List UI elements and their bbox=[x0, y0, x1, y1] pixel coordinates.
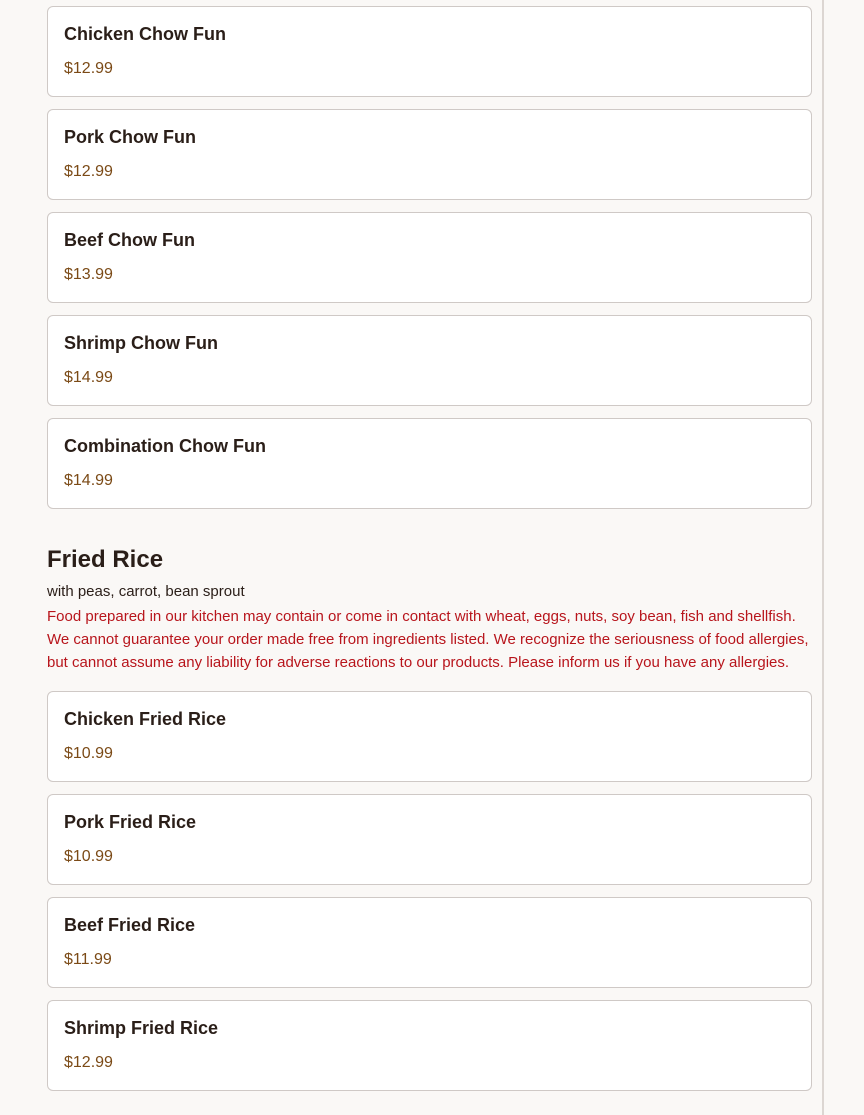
menu-item-price: $12.99 bbox=[64, 1054, 113, 1071]
menu-item-card[interactable] bbox=[47, 418, 812, 509]
section-fried-rice bbox=[47, 545, 812, 1091]
menu-item-price: $10.99 bbox=[64, 745, 113, 762]
menu-item-name: Beef Chow Fun bbox=[64, 230, 195, 250]
section-fried-rice-items bbox=[47, 691, 812, 1091]
section-title: Fried Rice bbox=[47, 546, 164, 573]
menu-item-price: $12.99 bbox=[64, 60, 113, 77]
allergy-warning: Food prepared in our kitchen may contain or come in contact with wheat, eggs, nuts, soy bean, fish and shellfish. We cannot guarantee your order made free from ingredients listed. We recognize the seriousness of food allergies, but cannot assume any liability for adverse reactions to our products. Please inform us if you have any allergies. bbox=[47, 608, 809, 671]
menu-item-price: $14.99 bbox=[64, 472, 113, 489]
menu-item-price: $14.99 bbox=[64, 369, 113, 386]
menu-item-card[interactable] bbox=[47, 315, 812, 406]
menu-item-card[interactable] bbox=[47, 6, 812, 97]
menu-item-card[interactable] bbox=[47, 794, 812, 885]
menu-item-card[interactable] bbox=[47, 109, 812, 200]
menu-item-name: Combination Chow Fun bbox=[64, 436, 266, 456]
menu-item-name: Pork Chow Fun bbox=[64, 127, 196, 147]
menu-item-card[interactable] bbox=[47, 212, 812, 303]
menu-item-name: Shrimp Fried Rice bbox=[64, 1018, 219, 1038]
menu-item-card[interactable] bbox=[47, 897, 812, 988]
menu-list bbox=[47, 0, 812, 1103]
menu-item-price: $13.99 bbox=[64, 266, 113, 283]
menu-item-card[interactable] bbox=[47, 691, 812, 782]
menu-item-name: Pork Fried Rice bbox=[64, 812, 197, 832]
menu-item-name: Chicken Fried Rice bbox=[64, 709, 227, 729]
section-chow-fun-items bbox=[47, 6, 812, 509]
menu-item-name: Chicken Chow Fun bbox=[64, 24, 226, 44]
menu-item-name: Shrimp Chow Fun bbox=[64, 333, 218, 353]
menu-item-price: $12.99 bbox=[64, 163, 113, 180]
menu-item-price: $11.99 bbox=[64, 951, 112, 968]
section-description: with peas, carrot, bean sprout bbox=[47, 583, 245, 600]
menu-item-name: Beef Fried Rice bbox=[64, 915, 196, 935]
menu-item-card[interactable] bbox=[47, 1000, 812, 1091]
menu-item-price: $10.99 bbox=[64, 848, 113, 865]
scrollbar-track bbox=[822, 0, 824, 1115]
